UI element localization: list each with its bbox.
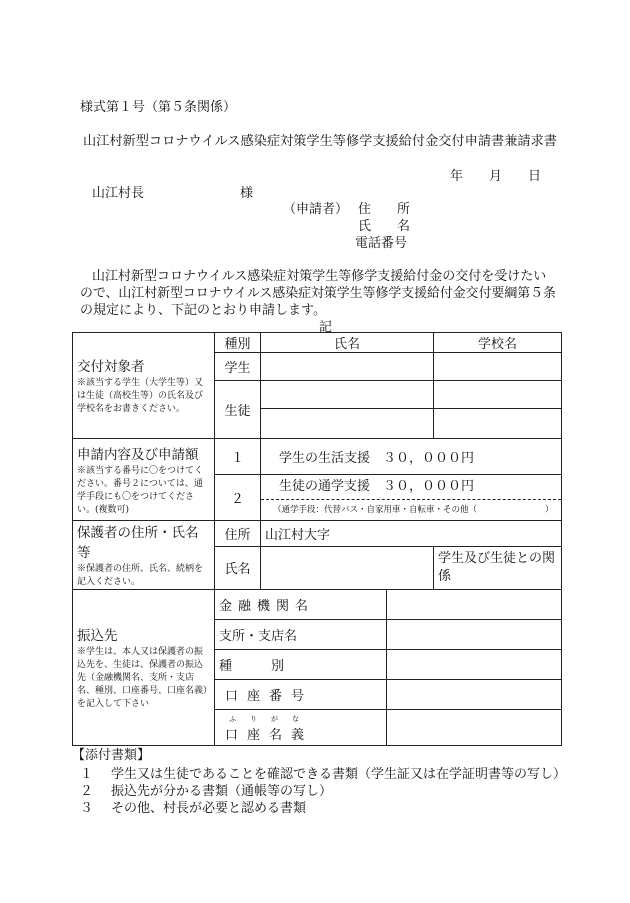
furigana-label: ふりがな	[229, 714, 313, 723]
account-type-field[interactable]	[387, 650, 562, 680]
applicant-label: （申請者）	[283, 202, 349, 217]
pupil-school-field-1[interactable]	[434, 381, 562, 409]
application-form-table	[72, 332, 562, 746]
account-type-label: 種 別	[215, 650, 387, 680]
pupil-name-field-1[interactable]	[261, 381, 434, 409]
application-cell	[73, 439, 215, 521]
date-day: 日	[528, 169, 542, 184]
col-type-header: 種別	[215, 333, 261, 353]
guardian-title: 保護者の住所・氏名等	[77, 525, 199, 561]
account-number-label: 口座番号	[215, 680, 387, 710]
pupil-name-field-2[interactable]	[261, 409, 434, 439]
guardian-relation-label: 学生及び生徒との関係	[434, 546, 562, 589]
option2-cell	[261, 475, 562, 521]
col-name-header: 氏名	[261, 333, 434, 353]
option2-text: 生徒の通学支援 ３０，０００円	[279, 479, 475, 494]
attachment-item: ２ 振込先が分かる書類（通帳等の写し）	[80, 784, 333, 799]
branch-label: 支所・支店名	[215, 620, 387, 650]
option2-number[interactable]: ２	[215, 475, 261, 521]
type-student-univ: 学生	[215, 353, 261, 381]
document-title: 山江村新型コロナウイルス感染症対策学生等修学支援給付金交付申請書兼請求書	[83, 134, 557, 149]
guardian-name-label: 氏名	[215, 546, 261, 589]
guardian-address-label: 住所	[215, 521, 261, 547]
applicant-phone-label: 電話番号	[355, 236, 408, 251]
form-number: 様式第１号（第５条関係）	[80, 100, 237, 115]
date-year: 年	[450, 169, 464, 184]
guardian-cell	[73, 521, 215, 590]
bank-name-label: 金融機関名	[215, 590, 387, 620]
date-month: 月	[489, 169, 503, 184]
body-text-line3: の規定により、下記のとおり申請します。	[80, 303, 326, 318]
target-title: 交付対象者	[77, 359, 145, 375]
student-school-field[interactable]	[434, 353, 562, 381]
target-cell	[73, 333, 215, 439]
addressee: 山江村長	[92, 186, 145, 201]
option1-number[interactable]: １	[215, 439, 261, 475]
account-holder-field[interactable]	[387, 710, 562, 746]
bank-name-field[interactable]	[387, 590, 562, 620]
bank-note: ※学生は、本人又は保護者の振込先を、生徒は、保護者の振込先（金融機関名、支所・支店名、種別、口座番号、口座名義）を記入して下さい	[77, 647, 208, 709]
pupil-school-field-2[interactable]	[434, 409, 562, 439]
account-holder-label: ふりがな 口座名義	[215, 710, 387, 746]
attachment-item: ３ その他、村長が必要と認める書類	[80, 801, 307, 816]
guardian-note: ※保護者の住所、氏名、続柄を記入ください。	[77, 564, 204, 587]
col-school-header: 学校名	[434, 333, 562, 353]
guardian-name-field[interactable]	[261, 546, 434, 589]
guardian-address-field[interactable]: 山江村大字	[261, 521, 562, 547]
target-note: ※該当する学生（大学生等）又は生徒（高校生等）の氏名及び学校名をお書きください。	[77, 378, 204, 414]
applicant-address-label: 住 所	[358, 202, 411, 217]
honorific: 様	[240, 186, 254, 201]
bank-cell	[73, 590, 215, 746]
applicant-name-label: 氏 名	[358, 219, 411, 234]
student-name-field[interactable]	[261, 353, 434, 381]
branch-field[interactable]	[387, 620, 562, 650]
application-title: 申請内容及び申請額	[77, 447, 199, 463]
attachments-title: 【添付書類】	[72, 748, 151, 763]
option2-transport[interactable]: （通学手段：代替バス・自家用車・自転車・その他（ ）	[261, 499, 561, 520]
body-text-line1: 山江村新型コロナウイルス感染症対策学生等修学支援給付金の交付を受けたい	[92, 269, 547, 284]
application-note: ※該当する番号に〇をつけてください。番号２については、通学手段にも〇をつけてください。(複数可)	[77, 466, 204, 515]
attachment-item: １ 学生又は生徒であることを確認できる書類（学生証又は在学証明書等の写し）	[80, 767, 567, 782]
type-student-high: 生徒	[215, 381, 261, 439]
option1-text: 学生の生活支援 ３０，０００円	[261, 439, 562, 475]
bank-title: 振込先	[77, 628, 118, 644]
body-text-line2: ので、山江村新型コロナウイルス感染症対策学生等修学支援給付金交付要綱第５条	[80, 286, 556, 301]
account-number-field[interactable]	[387, 680, 562, 710]
ki-label: 記	[319, 320, 333, 335]
